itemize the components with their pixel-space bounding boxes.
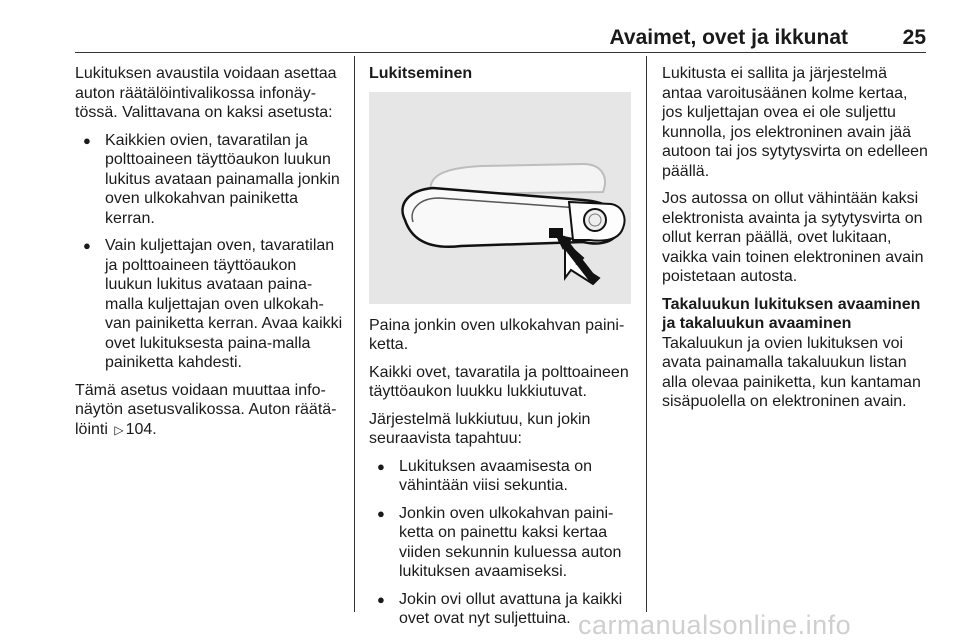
col2-bullet-list xyxy=(369,457,631,629)
column-3 xyxy=(662,64,928,420)
list-item: ● Vain kuljettajan oven, tavaratilan ja polttoaineen täyttöaukon luukun lukitus avataan paina-malla kuljettajan oven ulkokah-van painiketta kerran. Avaa kaikki ovet lukituksesta paina-malla painiketta kahdesti. xyxy=(75,236,343,373)
section-heading-locking: Lukitseminen xyxy=(369,65,473,82)
list-item: ● Jonkin oven ulkokahvan paini-ketta on painettu kaksi kertaa viiden sekunnin kuluessa auton lukituksen avaamiseksi. xyxy=(369,504,631,582)
column-1 xyxy=(75,64,343,448)
col1-outro-text: Tämä asetus voidaan muuttaa info-näytön asetusvalikossa. Auton räätä-löinti xyxy=(75,381,337,438)
page-number: 25 xyxy=(902,26,926,49)
col1-page-reference[interactable]: 104. xyxy=(125,420,157,438)
list-item: ● Lukituksen avaamisesta on vähintään viisi sekuntia. xyxy=(369,457,631,496)
list-item: ● Jokin ovi ollut avattuna ja kaikki ovet ovat nyt suljettuina. xyxy=(369,590,631,629)
door-handle-icon xyxy=(369,92,631,304)
section-heading-tailgate: Takaluukun lukituksen avaaminen ja takaluukun avaaminen xyxy=(662,295,921,332)
col2-paragraph-1: Paina jonkin oven ulkokahvan paini-ketta. xyxy=(369,316,625,353)
page-title: Avaimet, ovet ja ikkunat xyxy=(609,26,848,49)
list-item: ● Kaikkien ovien, tavaratilan ja polttoaineen täyttöaukon luukun lukitus avataan painamalla jonkin oven ulkokahvan painiketta kerran. xyxy=(75,131,343,229)
header-rule xyxy=(75,52,926,53)
watermark-text: carmanualsonline.info xyxy=(578,610,852,640)
col3-paragraph-2: Jos autossa on ollut vähintään kaksi elektronista avainta ja sytytysvirta on ollut kerran päällä, ovet lukitaan, vaikka vain toinen elektroninen avain poistetaan autosta. xyxy=(662,190,924,285)
column-divider-2 xyxy=(646,56,647,612)
cross-reference-arrow-icon: ▷ xyxy=(114,422,124,437)
col2-paragraph-3: Järjestelmä lukkiutuu, kun jokin seuraavista tapahtuu: xyxy=(369,410,591,447)
col1-outro xyxy=(75,381,343,441)
col3-paragraph-1: Lukitusta ei sallita ja järjestelmä antaa varoitusäänen kolme kertaa, jos kuljettajan ovea ei ole suljettu kunnolla, jos elektroninen avain jää autoon tai jos sytytysvirta on edelleen päällä. xyxy=(662,65,928,180)
col3-paragraph-3: Takaluukun ja ovien lukituksen voi avata painamalla takaluukun listan alla olevaa painiketta, kun kantaman sisäpuolella on elektroninen avain. xyxy=(662,334,921,410)
page-header xyxy=(75,24,926,50)
col1-intro: Lukituksen avaustila voidaan asettaa auton räätälöintivalikossa infonäy-tössä. Valittavana on kaksi asetusta: xyxy=(75,65,337,121)
column-divider-1 xyxy=(354,56,355,612)
door-handle-illustration xyxy=(369,92,631,304)
column-2 xyxy=(369,64,631,637)
col2-paragraph-2: Kaikki ovet, tavaratila ja polttoaineen täyttöaukon luukku lukkiutuvat. xyxy=(369,363,629,400)
col1-bullet-list xyxy=(75,131,343,373)
